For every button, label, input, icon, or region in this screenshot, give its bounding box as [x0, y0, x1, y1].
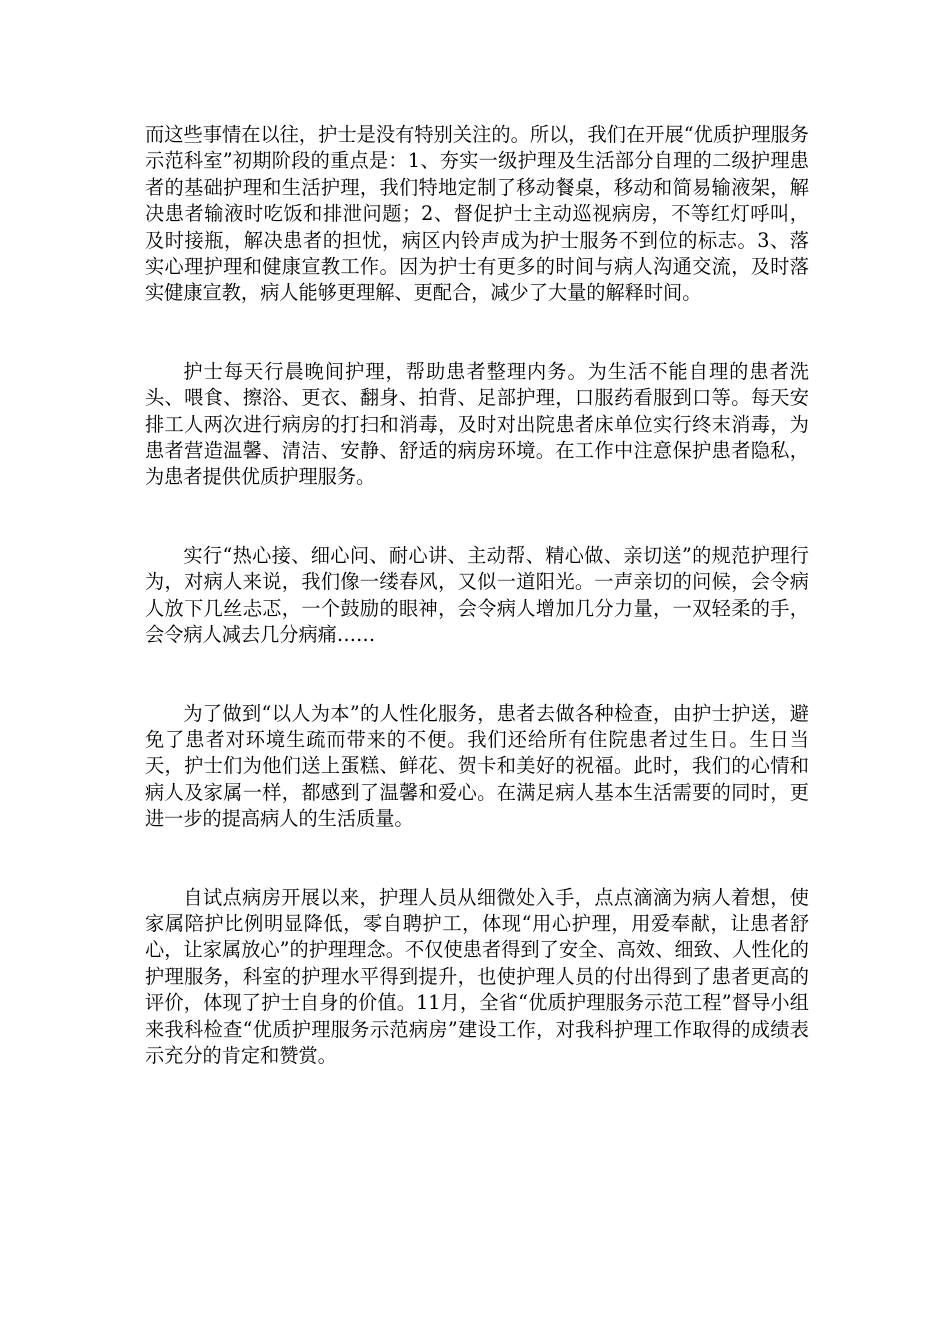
paragraph-gap: [145, 649, 809, 701]
paragraph-4: 为了做到“以人为本”的人性化服务，患者去做各种检查，由护士护送，避免了患者对环境生疏而带来的不便。我们还给所有住院患者过生日。生日当天，护士们为他们送上蛋糕、鲜花、贺卡和美好的祝福。此时，我们的心情和病人及家属一样，都感到了温馨和爱心。在满足病人基本生活需要的同时，更进一步的提高病人的生活质量。: [145, 701, 809, 831]
paragraph-gap: [145, 307, 809, 359]
document-body: [145, 122, 809, 1069]
paragraph-3: 实行“热心接、细心问、耐心讲、主动帮、精心做、亲切送”的规范护理行为，对病人来说，我们像一缕春风，又似一道阳光。一声亲切的问候，会令病人放下几丝忐忑，一个鼓励的眼神，会令病人增加几分力量，一双轻柔的手，会令病人减去几分病痛……: [145, 543, 809, 647]
paragraph-5: 自试点病房开展以来，护理人员从细微处入手，点点滴滴为病人着想，使家属陪护比例明显降低，零自聘护工，体现“用心护理，用爱奉献，让患者舒心，让家属放心”的护理理念。不仅使患者得到了安全、高效、细致、人性化的护理服务，科室的护理水平得到提升，也使护理人员的付出得到了患者更高的评价，体现了护士自身的价值。11月，全省“优质护理服务示范工程”督导小组来我科检查“优质护理服务示范病房”建设工作，对我科护理工作取得的成绩表示充分的肯定和赞赏。: [145, 885, 809, 1067]
paragraph-gap: [145, 833, 809, 885]
paragraph-gap: [145, 491, 809, 543]
paragraph-1: 而这些事情在以往，护士是没有特别关注的。所以，我们在开展“优质护理服务示范科室”初期阶段的重点是：1、夯实一级护理及生活部分自理的二级护理患者的基础护理和生活护理，我们特地定制了移动餐桌，移动和简易输液架，解决患者输液时吃饭和排泄问题；2、督促护士主动巡视病房，不等红灯呼叫，及时接瓶，解决患者的担忧，病区内铃声成为护士服务不到位的标志。3、落实心理护理和健康宣教工作。因为护士有更多的时间与病人沟通交流，及时落实健康宣教，病人能够更理解、更配合，减少了大量的解释时间。: [145, 123, 809, 305]
paragraph-2: 护士每天行晨晚间护理，帮助患者整理内务。为生活不能自理的患者洗头、喂食、擦浴、更衣、翻身、拍背、足部护理，口服药看服到口等。每天安排工人两次进行病房的打扫和消毒，及时对出院患者床单位实行终末消毒，为患者营造温馨、清洁、安静、舒适的病房环境。在工作中注意保护患者隐私，为患者提供优质护理服务。: [145, 359, 809, 489]
